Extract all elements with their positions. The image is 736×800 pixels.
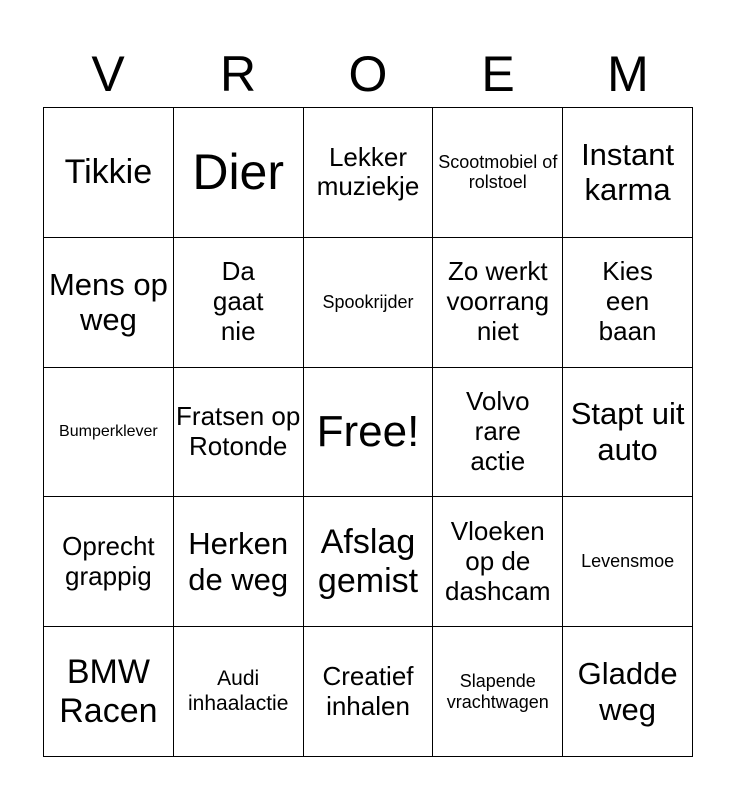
bingo-cell[interactable]: Da gaat nie — [174, 238, 304, 368]
bingo-cell[interactable]: Gladde weg — [563, 627, 693, 757]
bingo-cell[interactable]: Instant karma — [563, 108, 693, 238]
bingo-cell[interactable]: Herken de weg — [174, 497, 304, 627]
bingo-cell[interactable]: Tikkie — [44, 108, 174, 238]
header-letter-e: E — [481, 46, 515, 102]
bingo-cell[interactable]: Stapt uit auto — [563, 368, 693, 498]
bingo-cell[interactable]: BMW Racen — [44, 627, 174, 757]
bingo-cell[interactable]: Oprecht grappig — [44, 497, 174, 627]
bingo-cell[interactable]: Bumperklever — [44, 368, 174, 498]
bingo-cell[interactable]: Zo werkt voorrang niet — [433, 238, 563, 368]
bingo-cell[interactable]: Slapende vrachtwagen — [433, 627, 563, 757]
bingo-free-cell[interactable]: Free! — [304, 368, 434, 498]
bingo-cell[interactable]: Afslag gemist — [304, 497, 434, 627]
bingo-cell[interactable]: Spookrijder — [304, 238, 434, 368]
header-letter-v: V — [91, 46, 125, 102]
bingo-cell[interactable]: Volvo rare actie — [433, 368, 563, 498]
bingo-cell[interactable]: Mens op weg — [44, 238, 174, 368]
bingo-cell[interactable]: Creatief inhalen — [304, 627, 434, 757]
header-letter-m: M — [607, 46, 649, 102]
bingo-cell[interactable]: Kies een baan — [563, 238, 693, 368]
bingo-cell[interactable]: Scootmobiel of rolstoel — [433, 108, 563, 238]
bingo-cell[interactable]: Fratsen op Rotonde — [174, 368, 304, 498]
bingo-grid — [43, 107, 693, 757]
header-letter-r: R — [219, 46, 257, 102]
bingo-cell[interactable]: Levensmoe — [563, 497, 693, 627]
bingo-cell[interactable]: Dier — [174, 108, 304, 238]
bingo-cell[interactable]: Vloeken op de dashcam — [433, 497, 563, 627]
bingo-cell[interactable]: Lekker muziekje — [304, 108, 434, 238]
header-letter-o: O — [348, 46, 388, 102]
bingo-header — [43, 42, 693, 106]
bingo-cell[interactable]: Audi inhaalactie — [174, 627, 304, 757]
